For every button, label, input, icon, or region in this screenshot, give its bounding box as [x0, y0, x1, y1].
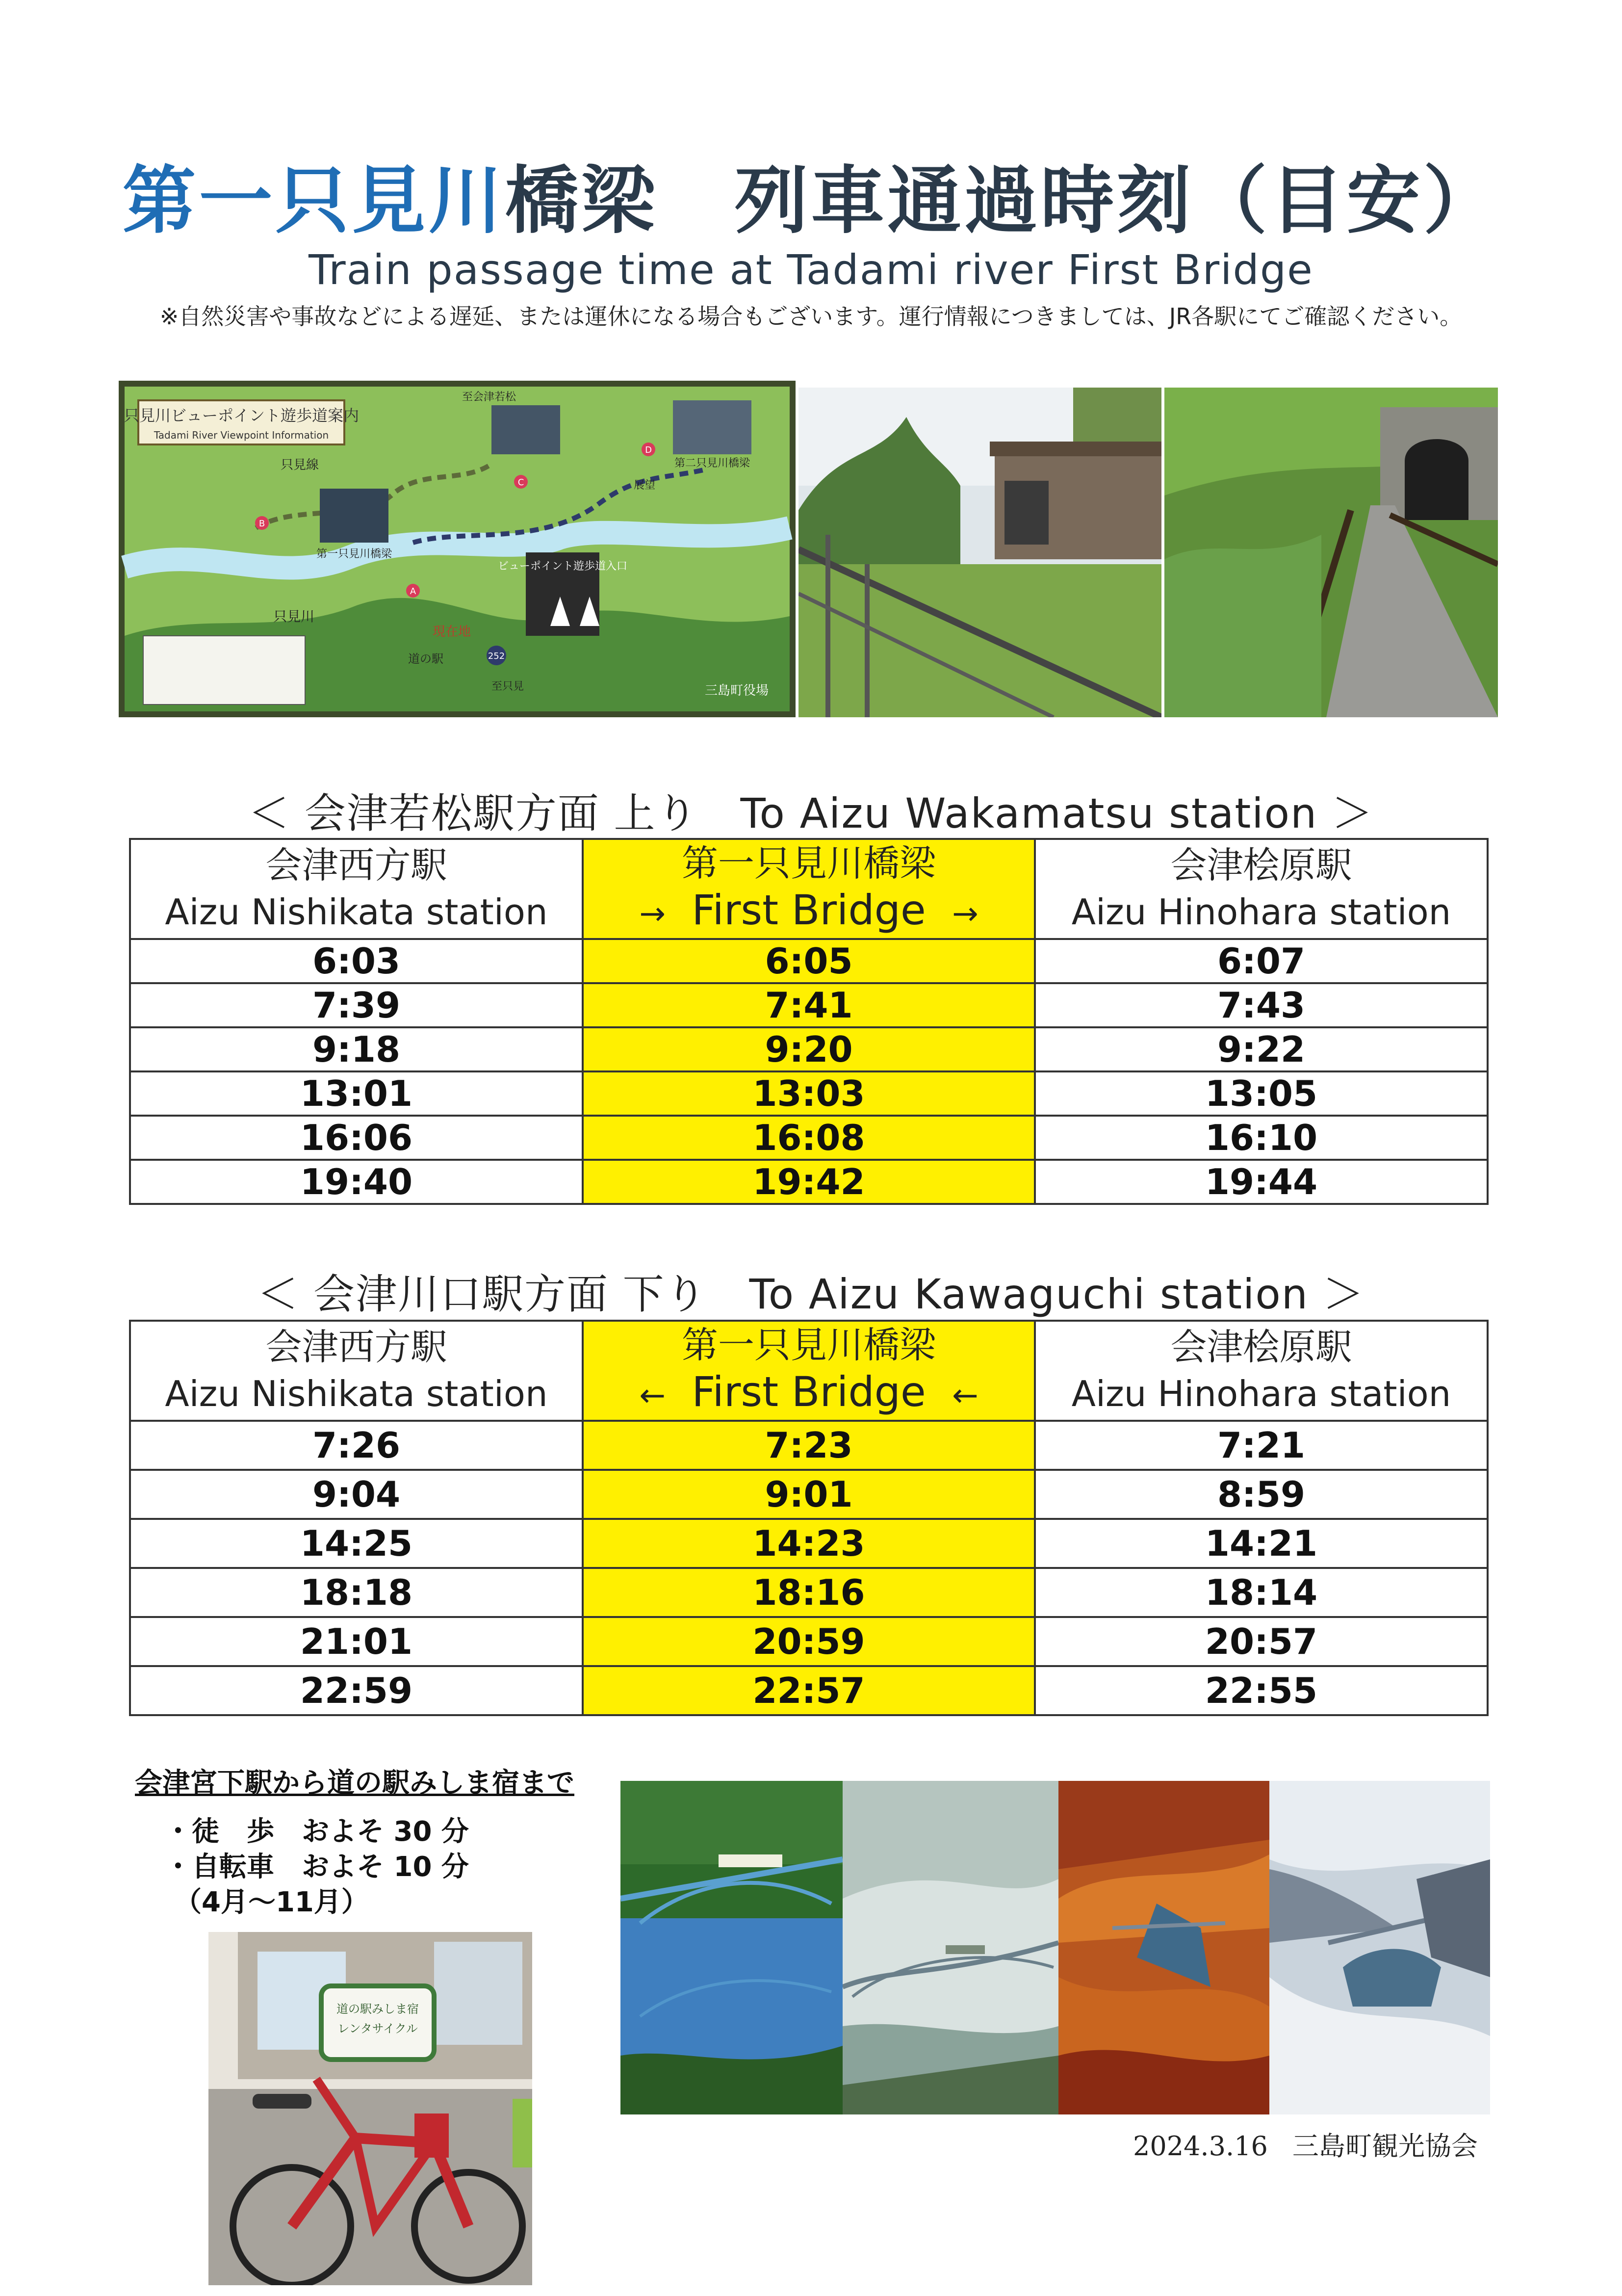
up-section-title: ＜ 会津若松駅方面 上り To Aizu Wakamatsu station ＞: [248, 789, 1374, 837]
time-cell: 14:23: [583, 1519, 1035, 1568]
time-cell: 19:44: [1035, 1160, 1488, 1204]
map-title-en: Tadami River Viewpoint Information: [154, 429, 329, 441]
table-row: [130, 1071, 1488, 1116]
map-label-office: 三島町役場: [704, 683, 769, 698]
table-row: [130, 1160, 1488, 1204]
down-timetable: [129, 1320, 1489, 1716]
time-cell: 7:26: [130, 1421, 583, 1470]
page-title-blue: 第一只見川: [122, 158, 505, 244]
map-label-current: 現在地: [433, 625, 471, 639]
time-cell: 18:18: [130, 1568, 583, 1617]
up-col-nishikata: [130, 839, 583, 939]
time-cell: 13:05: [1035, 1071, 1488, 1116]
down-col-bridge-en: First Bridge: [692, 1368, 926, 1416]
map-point-c: C: [517, 477, 524, 488]
notice-text: ※自然災害や事故などによる遅延、または運休になる場合もございます。運行情報につきましては、JR各駅にてご確認ください。: [159, 303, 1463, 330]
time-cell: 16:06: [130, 1116, 583, 1160]
down-col-bridge: [583, 1321, 1035, 1421]
down-col-nishikata: [130, 1321, 583, 1421]
time-cell: 6:05: [583, 939, 1035, 983]
time-cell: 9:18: [130, 1027, 583, 1071]
station-photo: [798, 388, 1161, 717]
time-cell: 9:01: [583, 1470, 1035, 1519]
time-cell: 7:39: [130, 983, 583, 1027]
time-cell: 6:03: [130, 939, 583, 983]
time-cell: 16:08: [583, 1116, 1035, 1160]
down-col-hinohara-en: Aizu Hinohara station: [1071, 1373, 1451, 1414]
time-cell: 19:40: [130, 1160, 583, 1204]
table-row: [130, 1027, 1488, 1071]
bridge-autumn-photo: [1058, 1781, 1269, 2114]
access-walk: ・徒 歩 およそ 30 分: [164, 1816, 469, 1848]
time-cell: 20:59: [583, 1617, 1035, 1666]
footer-date: 2024.3.16: [1133, 2131, 1268, 2162]
bridge-fog-photo: [843, 1781, 1058, 2114]
tunnel-path-photo: [1164, 388, 1498, 717]
map-label-route: 252: [488, 651, 505, 661]
time-cell: 16:10: [1035, 1116, 1488, 1160]
down-col-nishikata-en: Aizu Nishikata station: [165, 1373, 548, 1414]
time-cell: 20:57: [1035, 1617, 1488, 1666]
table-row: [130, 1421, 1488, 1470]
table-row: [130, 1568, 1488, 1617]
table-row: [130, 983, 1488, 1027]
map-point-b: B: [258, 519, 265, 529]
page-title-dark: 橋梁 列車通過時刻（目安）: [505, 158, 1500, 244]
map-label-wakamatsu: 至会津若松: [462, 391, 516, 403]
time-cell: 19:42: [583, 1160, 1035, 1204]
rental-bicycle-photo: [208, 1932, 532, 2285]
up-col-bridge-ja: 第一只見川橋梁: [682, 842, 936, 885]
up-col-hinohara: [1035, 839, 1488, 939]
map-label-tadami-line: 只見線: [281, 458, 319, 472]
time-cell: 9:22: [1035, 1027, 1488, 1071]
map-point-a: A: [410, 586, 416, 597]
time-cell: 21:01: [130, 1617, 583, 1666]
right-arrow-icon: →: [952, 896, 978, 932]
access-title: 会津宮下駅から道の駅みしま宿まで: [135, 1767, 574, 1799]
time-cell: 6:07: [1035, 939, 1488, 983]
up-col-bridge-en: First Bridge: [692, 886, 926, 934]
right-arrow-icon: →: [639, 896, 666, 932]
access-season: （4月～11月）: [174, 1886, 369, 1918]
page-title: [0, 157, 1622, 245]
up-col-bridge: [583, 839, 1035, 939]
time-cell: 13:01: [130, 1071, 583, 1116]
down-col-nishikata-ja: 会津西方駅: [265, 1326, 447, 1368]
time-cell: 8:59: [1035, 1470, 1488, 1519]
map-label-second-bridge: 第二只見川橋梁: [674, 457, 750, 470]
time-cell: 9:20: [583, 1027, 1035, 1071]
time-cell: 7:41: [583, 983, 1035, 1027]
time-cell: 7:43: [1035, 983, 1488, 1027]
time-cell: 18:16: [583, 1568, 1035, 1617]
down-section-title: ＜ 会津川口駅方面 下り To Aizu Kawaguchi station ＞: [257, 1270, 1365, 1318]
map-point-d: D: [645, 445, 652, 455]
page-subtitle: Train passage time at Tadami river First Bridge: [309, 246, 1313, 294]
footer: [1133, 2129, 1502, 2164]
bridge-winter-photo: [1269, 1781, 1490, 2114]
time-cell: 13:03: [583, 1071, 1035, 1116]
time-cell: 7:21: [1035, 1421, 1488, 1470]
footer-org: 三島町観光協会: [1292, 2131, 1478, 2162]
down-col-hinohara: [1035, 1321, 1488, 1421]
time-cell: 18:14: [1035, 1568, 1488, 1617]
time-cell: 7:23: [583, 1421, 1035, 1470]
time-cell: 22:55: [1035, 1666, 1488, 1715]
walking-trail-map: [119, 381, 796, 717]
table-row: [130, 939, 1488, 983]
table-row: [130, 1116, 1488, 1160]
map-label-entrance: ビューポイント遊歩道入口: [497, 560, 628, 573]
map-label-first-bridge: 第一只見川橋梁: [316, 548, 392, 560]
down-table-header: [130, 1321, 1488, 1421]
up-table-header: [130, 839, 1488, 939]
table-row: [130, 1470, 1488, 1519]
table-row: [130, 1666, 1488, 1715]
map-title: 只見川ビューポイント遊歩道案内: [123, 406, 360, 425]
bike-sign-text: 道の駅みしま宿: [336, 2002, 419, 2016]
table-row: [130, 1519, 1488, 1568]
up-timetable: [129, 838, 1489, 1205]
up-col-nishikata-ja: 会津西方駅: [265, 844, 447, 887]
left-arrow-icon: ←: [639, 1378, 666, 1414]
left-arrow-icon: ←: [952, 1378, 978, 1414]
access-bike: ・自転車 およそ 10 分: [164, 1851, 469, 1883]
down-col-hinohara-ja: 会津桧原駅: [1170, 1326, 1352, 1368]
map-label-river: 只見川: [273, 608, 315, 625]
map-label-tadami: 至只見: [491, 680, 524, 693]
bike-sign-sub-text: レンタサイクル: [337, 2022, 418, 2035]
up-col-nishikata-en: Aizu Nishikata station: [165, 891, 548, 933]
map-label-tennis: 展望: [634, 479, 656, 492]
time-cell: 9:04: [130, 1470, 583, 1519]
time-cell: 22:59: [130, 1666, 583, 1715]
down-col-bridge-ja: 第一只見川橋梁: [682, 1324, 936, 1366]
up-col-hinohara-en: Aizu Hinohara station: [1071, 891, 1451, 933]
bridge-summer-photo: [620, 1781, 843, 2114]
map-label-station: 道の駅: [408, 652, 443, 666]
up-col-hinohara-ja: 会津桧原駅: [1170, 844, 1352, 887]
table-row: [130, 1617, 1488, 1666]
time-cell: 14:21: [1035, 1519, 1488, 1568]
time-cell: 14:25: [130, 1519, 583, 1568]
time-cell: 22:57: [583, 1666, 1035, 1715]
